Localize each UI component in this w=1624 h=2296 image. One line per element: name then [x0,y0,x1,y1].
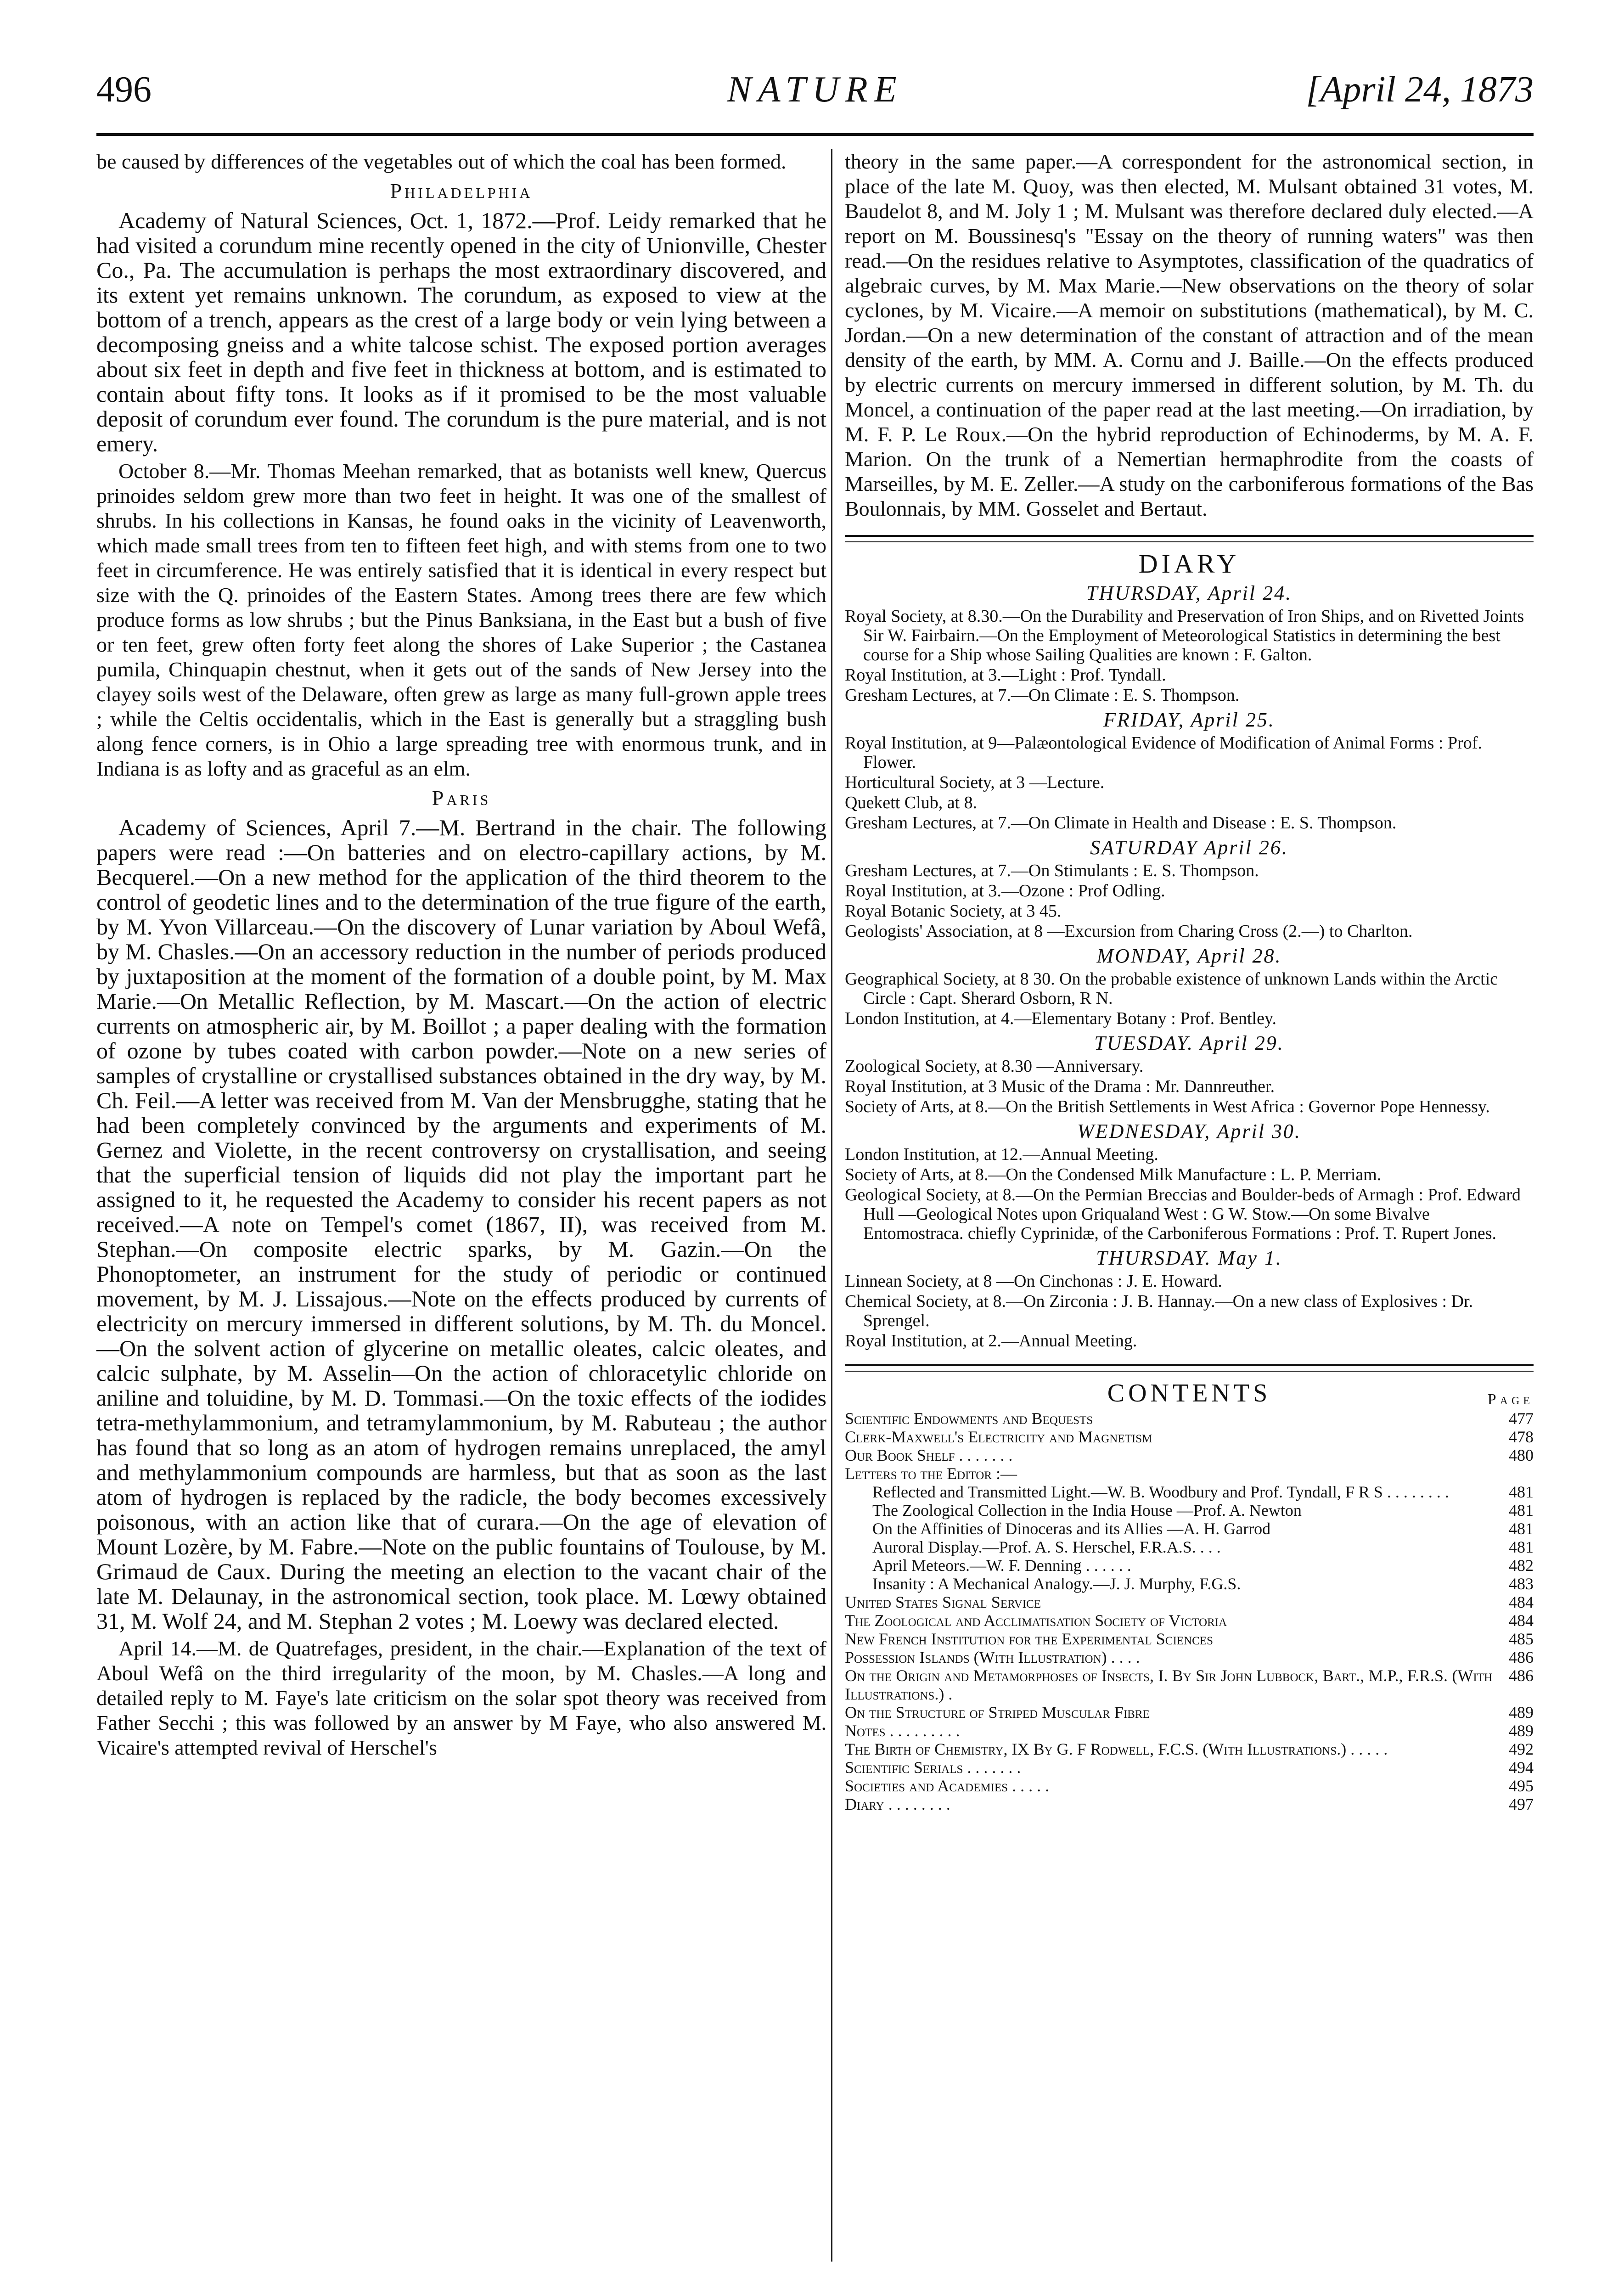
diary-day-heading: WEDNESDAY, April 30. [1077,1120,1301,1142]
diary-day-heading: SATURDAY April 26. [1090,836,1288,859]
diary-entry: London Institution, at 12.—Annual Meeting. [845,1145,1158,1164]
contents-entry-page: 477 [1509,1409,1534,1428]
contents-entry-page: 484 [1509,1611,1534,1630]
diary-entry: Royal Institution, at 3 Music of the Drama : Mr. Dannreuther. [845,1077,1275,1096]
contents-entry-title: Insanity : A Mechanical Analogy.—J. J. Murphy, F.G.S. [872,1575,1241,1593]
diary-rule [845,535,1534,542]
contents-row [845,1722,1534,1740]
contents-entry-page: 480 [1509,1446,1534,1464]
contents-entry-page: 485 [1509,1630,1534,1648]
diary-list [845,581,1534,1351]
contents-row [845,1630,1534,1648]
contents-entry-title: Notes . . . . . . . . . [845,1722,960,1740]
diary-day-heading: TUESDAY. April 29. [1094,1032,1284,1054]
contents-title: CONTENTS [1107,1379,1271,1407]
contents-entry-title: Diary . . . . . . . . [845,1795,950,1813]
contents-row [845,1611,1534,1630]
issue-date: [April 24, 1873 [1306,69,1534,110]
philadelphia-paragraph-2: October 8.—Mr. Thomas Meehan remarked, that as botanists well knew, Quercus prinoides seldom grew more than two feet in height. It was one of the smallest of shrubs. In his collections in Kansas, he found oaks in the vicinity of Leavenworth, which made small trees from ten to fifteen feet high, and with stems from one to two feet in circumference. He was entirely satisfied that it is identical in every respect but size with the Q. prinoides of the Eastern States. Among trees there are few which produce forms as low shrubs ; but the Pinus Banksiana, in the East but a bush of five or ten feet, grew often forty feet along the shores of Lake Superior ; the Castanea pumila, Chinquapin chestnut, when it gets out of the sands of New Jersey into the clayey soils west of the Delaware, often grew as large as many full-grown apple trees ; while the Celtis occidentalis, which in the East is generally but a straggling bush along fence corners, is in Ohio a large spreading tree with enormous trunk, and in Indiana is as lofty and as graceful as an elm. [96,459,826,780]
contents-entry-page: 481 [1509,1501,1534,1519]
diary-entry: Gresham Lectures, at 7.—On Stimulants : E. S. Thompson. [845,861,1259,880]
diary-entry: Horticultural Society, at 3 —Lecture. [845,773,1105,792]
contents-entry-page: 497 [1509,1795,1534,1813]
contents-entry-page: 489 [1509,1703,1534,1722]
diary-entry: London Institution, at 4.—Elementary Botany : Prof. Bentley. [845,1009,1276,1028]
diary-entry: Chemical Society, at 8.—On Zirconia : J. B. Hannay.—On a new class of Explosives : Dr. Sprengel. [845,1292,1473,1330]
column-divider [831,149,832,2262]
diary-day-heading: THURSDAY, April 24. [1086,582,1292,604]
diary-entry: Society of Arts, at 8.—On the British Settlements in West Africa : Governor Pope Hennessy. [845,1097,1490,1116]
diary-entry: Royal Institution, at 3.—Ozone : Prof Odling. [845,881,1165,900]
diary-entry: Royal Institution, at 9—Palæontological Evidence of Modification of Animal Forms : Prof. Flower. [845,733,1482,772]
contents-entry-title: Clerk-Maxwell's Electricity and Magnetism [845,1428,1152,1446]
diary-entry: Gresham Lectures, at 7.—On Climate : E. S. Thompson. [845,686,1240,705]
contents-row [845,1666,1534,1703]
diary-entry: Geographical Society, at 8 30. On the probable existence of unknown Lands within the Arctic Circle : Capt. Sherard Osborn, R N. [845,969,1498,1008]
contents-row [845,1409,1534,1428]
contents-row [845,1740,1534,1758]
contents-entry-page: 483 [1509,1575,1534,1593]
contents-page-label: Page [1487,1391,1534,1408]
page-header [96,69,1534,129]
diary-entry: Geologists' Association, at 8 —Excursion from Charing Cross (2.—) to Charlton. [845,922,1413,941]
contents-row [845,1428,1534,1446]
diary-entry: Zoological Society, at 8.30 —Anniversary. [845,1057,1144,1076]
contents-entry-page [1492,1464,1534,1483]
diary-day-heading: FRIDAY, April 25. [1103,709,1275,731]
diary-entry: Royal Society, at 8.30.—On the Durability and Preservation of Iron Ships, and on Rivetted Joints Sir W. Fairbairn.—On the Employment of Meteorological Statistics in determining the best course for a Ship whose Sailing Qualities are known : F. Galton. [845,607,1524,664]
contents-entry-title: New French Institution for the Experimental Sciences [845,1630,1213,1648]
contents-entry-page: 481 [1509,1538,1534,1556]
diary-day-heading: THURSDAY. May 1. [1096,1247,1282,1269]
contents-row [845,1501,1534,1519]
right-column [845,149,1534,1813]
philadelphia-paragraph-1: Academy of Natural Sciences, Oct. 1, 1872.—Prof. Leidy remarked that he had visited a corundum mine recently opened in the city of Unionville, Chester Co., Pa. The accumulation is perhaps the most extraordinary discovered, and its extent yet remains unknown. The corundum, as exposed to view at the bottom of a trench, appears as the crest of a large body or vein lying between a decomposing gneiss and a white talcose schist. The exposed portion averages about six feet in depth and five feet in thickness at bottom, and is estimated to contain about fifty tons. It looks as if it promised to be the most valuable deposit of corundum ever found. The corundum is the pure material, and is not emery. [96,208,826,456]
contents-entry-title: On the Affinities of Dinoceras and its Allies —A. H. Garrod [872,1519,1271,1538]
contents-entry-page: 478 [1509,1428,1534,1446]
contents-row [845,1575,1534,1593]
contents-entry-page: 482 [1509,1556,1534,1575]
contents-row [845,1593,1534,1611]
section-heading-paris: Paris [432,786,491,810]
contents-entry-title: Scientific Serials . . . . . . . [845,1758,1021,1777]
contents-entry-title: The Zoological Collection in the India House —Prof. A. Newton [872,1501,1302,1519]
contents-heading [845,1381,1534,1406]
contents-list [845,1409,1534,1813]
diary-entry: Linnean Society, at 8 —On Cinchonas : J. E. Howard. [845,1272,1222,1291]
diary-entry: Royal Institution, at 2.—Annual Meeting. [845,1331,1137,1351]
contents-entry-title: Scientific Endowments and Bequests [845,1409,1093,1428]
contents-row [845,1519,1534,1538]
diary-entry: Quekett Club, at 8. [845,793,978,812]
contents-row [845,1777,1534,1795]
contents-row [845,1464,1534,1483]
contents-entry-page: 494 [1509,1758,1534,1777]
diary-entry: Royal Institution, at 3.—Light : Prof. Tyndall. [845,665,1166,685]
paris-paragraph-2: April 14.—M. de Quatrefages, president, in the chair.—Explanation of the text of Aboul Wefâ on the third irregularity of the moon, by M. Chasles.—A long and detailed reply to M. Faye's late criticism on the solar spot theory was received from Father Secchi ; this was followed by an answer by M Faye, who also answered M. Vicaire's attempted revival of Herschel's [96,1637,826,1759]
contents-entry-page: 481 [1509,1483,1534,1501]
contents-entry-title: Reflected and Transmitted Light.—W. B. Woodbury and Prof. Tyndall, F R S . . . . . . . . [872,1483,1449,1501]
contents-row [845,1703,1534,1722]
contents-row [845,1483,1534,1501]
contents-entry-title: Our Book Shelf . . . . . . . [845,1446,1013,1464]
diary-entry: Gresham Lectures, at 7.—On Climate in Health and Disease : E. S. Thompson. [845,813,1397,833]
contents-row [845,1556,1534,1575]
contents-rule [845,1364,1534,1372]
contents-entry-page: 484 [1509,1593,1534,1611]
contents-entry-title: April Meteors.—W. F. Denning . . . . . . [872,1556,1131,1575]
contents-entry-title: Societies and Academies . . . . . [845,1777,1050,1795]
contents-entry-title: On the Origin and Metamorphoses of Insects, I. By Sir John Lubbock, Bart., M.P., F.R.S. (With Illustrations.) . [845,1666,1492,1703]
left-column [96,149,826,1763]
contents-entry-title: Letters to the Editor :— [845,1464,1017,1483]
contents-entry-title: Possession Islands (With Illustration) . . . . [845,1648,1140,1666]
contents-row [845,1758,1534,1777]
contents-row [845,1795,1534,1813]
contents-entry-page: 492 [1509,1740,1534,1758]
diary-entry: Society of Arts, at 8.—On the Condensed Milk Manufacture : L. P. Merriam. [845,1165,1382,1184]
diary-day-heading: MONDAY, April 28. [1096,945,1282,967]
diary-entry: Geological Society, at 8.—On the Permian Breccias and Boulder-beds of Armagh : Prof. Edward Hull —Geological Notes upon Griqualand West : G W. Stow.—On some Bivalve Entomostraca. chiefly Cyprinidæ, of the Carboniferous Formations : Prof. T. Rupert Jones. [845,1185,1521,1243]
contents-entry-title: Auroral Display.—Prof. A. S. Herschel, F.R.A.S. . . . [872,1538,1221,1556]
contents-entry-page: 486 [1509,1648,1534,1666]
header-rule [96,133,1534,136]
contents-row [845,1446,1534,1464]
contents-entry-title: United States Signal Service [845,1593,1041,1611]
paris-paragraph-1: Academy of Sciences, April 7.—M. Bertrand in the chair. The following papers were read :—On batteries and on electro-capillary actions, by M. Becquerel.—On a new method for the application of the third theorem to the control of geodetic lines and to the determination of the true figure of the earth, by M. Yvon Villarceau.—On the discovery of Lunar variation by Aboul Wefâ, by M. Chasles.—On an accessory reduction in the number of periods produced by juxtaposition at the moment of the formation of a double point, by M. Max Marie.—On Metallic Reflection, by M. Mascart.—On the action of electric currents on atmospheric air, by M. Boillot ; a paper dealing with the formation of ozone by tubes coated with carbon powder.—Note on a new series of samples of crystalline or crystallised substances obtained in the dry way, by M. Ch. Feil.—A letter was received from M. Van der Mensbrugghe, stating that he had been completely convinced by the arguments and experiments of M. Gernez and Violette, in the recent controversy on crystallisation, and seeing that the superficial tension of liquids did not play the important part he assigned to it, he requested the Academy to consider his recent papers as not received.—A note on Tempel's comet (1867, II), was received from M. Stephan.—On composite electric sparks, by M. Gazin.—On the Phonoptometer, an instrument for the study of periodic or continued movement, by M. J. Lissajous.—Note on the effects produced by currents of electricity on mercury immersed in different solutions, by M. Th. du Moncel.—On the solvent action of glycerine on metallic oleates, calcic oleates, and calcic sulphate, by M. Asselin—On the action of chloracetylic chloride on aniline and toluidine, by M. D. Tommasi.—On the toxic effects of the iodides tetra-methylammonium, and tetramylammonium, by M. Rabuteau ; the author has found that so long as an atom of hydrogen remains unreplaced, the amyl and methylammonium compounds are harmless, but that as soon as the last atom of hydrogen is replaced by the radicle, the body becomes excessively poisonous, with an action like that of curara.—On the age of elevation of Mount Lozère, by M. Fabre.—Note on the public fountains of Toulouse, by M. Grimaud de Caux. During the meeting an election to the vacant chair of the late M. Delaunay, in the astronomical section, took place. M. Lœwy obtained 31, M. Wolf 24, and M. Stephan 2 votes ; M. Loewy was declared elected. [96,815,826,1634]
journal-title: NATURE [727,69,903,110]
diary-entry: Royal Botanic Society, at 3 45. [845,901,1062,921]
contents-entry-page: 486 [1509,1666,1534,1685]
section-heading-philadelphia: Philadelphia [390,179,533,203]
diary-title: DIARY [1138,549,1240,579]
contents-entry-title: On the Structure of Striped Muscular Fibre [845,1703,1150,1722]
contents-entry-page: 481 [1509,1519,1534,1538]
continued-paragraph: theory in the same paper.—A correspondent for the astronomical section, in place of the late M. Quoy, was then elected, M. Mulsant obtained 31 votes, M. Baudelot 8, and M. Joly 1 ; M. Mulsant was therefore declared duly elected.—A report on M. Boussinesq's "Essay on the theory of running waters" was then read.—On the residues relative to Asymptotes, classification of the quadratics of algebraic curves, by M. Max Marie.—New observations on the theory of solar cyclones, by M. Vicaire.—A memoir on substitutions (mathematical), by M. C. Jordan.—On a new determination of the constant of attraction and of the mean density of the earth, by MM. A. Cornu and J. Baille.—On the effects produced by electric currents on mercury immersed in different solution, by M. Th. du Moncel, a continuation of the paper read at the last meeting.—On irradiation, by M. F. P. Le Roux.—On the hybrid reproduction of Echinoderms, by M. A. F. Marion. On the trunk of a Nemertian hermaphrodite from the coasts of Marseilles, by M. E. Zeller.—A study on the carboniferous formations of the Bas Boulonnais, by MM. Gosselet and Bertaut. [845,150,1534,520]
contents-entry-title: The Birth of Chemistry, IX By G. F Rodwell, F.C.S. (With Illustrations.) . . . . . [845,1740,1388,1758]
contents-entry-title: The Zoological and Acclimatisation Society of Victoria [845,1611,1227,1630]
intro-paragraph: be caused by differences of the vegetables out of which the coal has been formed. [96,150,787,173]
contents-row [845,1538,1534,1556]
contents-entry-page: 489 [1509,1722,1534,1740]
contents-entry-page: 495 [1509,1777,1534,1795]
page-number: 496 [96,69,152,110]
contents-row [845,1648,1534,1666]
